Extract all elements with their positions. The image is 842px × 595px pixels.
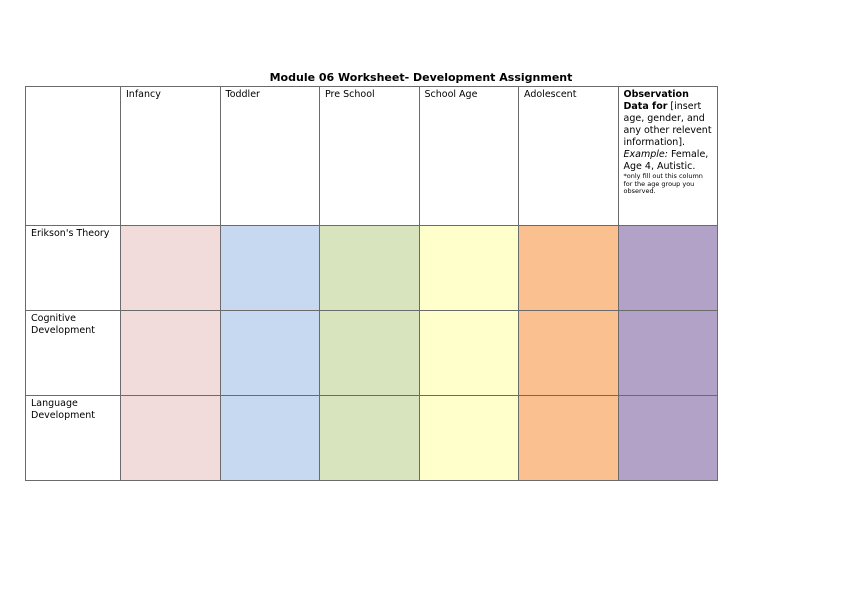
observation-example-label: Example: [623,149,668,160]
corner-cell[interactable] [26,87,121,226]
cell-cognitive-school-age[interactable] [419,311,519,396]
cell-eriksons-observation[interactable] [618,226,718,311]
table-row-eriksons-theory [26,226,718,311]
observation-example-text: Female, Age 4, Autistic. [623,149,709,172]
cell-eriksons-adolescent[interactable] [519,226,619,311]
development-table [25,86,718,481]
header-row [26,87,718,226]
cell-language-toddler[interactable] [220,396,320,481]
header-observation[interactable] [618,87,718,226]
cell-cognitive-adolescent[interactable] [519,311,619,396]
table-row-cognitive-development [26,311,718,396]
header-adolescent[interactable]: Adolescent [519,87,619,226]
document-title: Module 06 Worksheet- Development Assignment [269,71,573,84]
observation-bold-label: Observation Data for [623,89,689,112]
cell-cognitive-observation[interactable] [618,311,718,396]
cell-cognitive-infancy[interactable] [121,311,221,396]
cell-eriksons-toddler[interactable] [220,226,320,311]
cell-eriksons-school-age[interactable] [419,226,519,311]
header-infancy[interactable]: Infancy [121,87,221,226]
cell-language-infancy[interactable] [121,396,221,481]
cell-language-preschool[interactable] [320,396,420,481]
row-label-cognitive-development[interactable]: Cognitive Development [26,311,121,396]
table-row-language-development [26,396,718,481]
cell-language-observation[interactable] [618,396,718,481]
header-school-age[interactable]: School Age [419,87,519,226]
cell-cognitive-preschool[interactable] [320,311,420,396]
cell-cognitive-toddler[interactable] [220,311,320,396]
row-label-language-development[interactable]: Language Development [26,396,121,481]
cell-language-school-age[interactable] [419,396,519,481]
cell-language-adolescent[interactable] [519,396,619,481]
observation-note: *only fill out this column for the age group you observed. [623,172,703,195]
row-label-eriksons-theory[interactable]: Erikson's Theory [26,226,121,311]
header-preschool[interactable]: Pre School [320,87,420,226]
observation-instructions: [insert age, gender, and any other relevent information]. [623,101,712,148]
cell-eriksons-preschool[interactable] [320,226,420,311]
cell-eriksons-infancy[interactable] [121,226,221,311]
header-toddler[interactable]: Toddler [220,87,320,226]
